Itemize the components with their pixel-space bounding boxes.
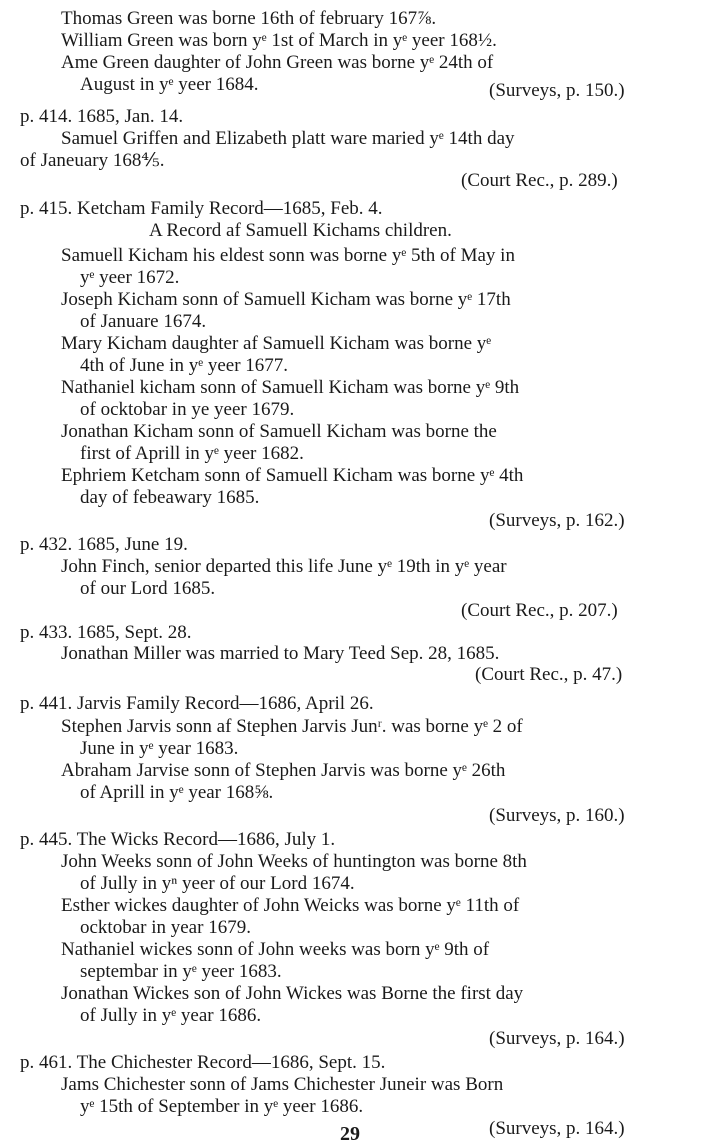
source-citation: (Surveys, p. 162.)	[489, 510, 625, 531]
text-line: Stephen Jarvis sonn af Stephen Jarvis Junʳ. was borne yᵉ 2 of	[61, 716, 523, 737]
source-citation: (Court Rec., p. 289.)	[461, 170, 618, 191]
text-line: Jams Chichester sonn of Jams Chichester Juneir was Born	[61, 1074, 504, 1095]
text-line: Abraham Jarvise sonn of Stephen Jarvis was borne yᵉ 26th	[61, 760, 506, 781]
text-line: Thomas Green was borne 16th of february 167⅞.	[61, 8, 437, 29]
page-number: 29	[340, 1123, 360, 1145]
text-line: Samuell Kicham his eldest sonn was borne yᵉ 5th of May in	[61, 245, 515, 266]
entry-heading: p. 432. 1685, June 19.	[20, 534, 188, 555]
text-line: William Green was born yᵉ 1st of March in yᵉ yeer 168½.	[61, 30, 497, 51]
entry-heading: p. 441. Jarvis Family Record—1686, April 26.	[20, 693, 374, 714]
text-line: August in yᵉ yeer 1684.	[80, 74, 259, 95]
source-citation: (Surveys, p. 164.)	[489, 1118, 625, 1139]
text-line: Jonathan Wickes son of John Wickes was Borne the first day	[61, 983, 524, 1004]
source-citation: (Surveys, p. 150.)	[489, 80, 625, 101]
text-line: John Finch, senior departed this life June yᵉ 19th in yᵉ year	[61, 556, 507, 577]
text-line: Mary Kicham daughter af Samuell Kicham was borne yᵉ	[61, 333, 492, 354]
text-line: Nathaniel kicham sonn of Samuell Kicham was borne yᵉ 9th	[61, 377, 520, 398]
source-citation: (Surveys, p. 164.)	[489, 1028, 625, 1049]
text-line: septembar in yᵉ yeer 1683.	[80, 961, 282, 982]
text-line: yᵉ yeer 1672.	[80, 267, 180, 288]
text-line: Jonathan Kicham sonn of Samuell Kicham was borne the	[61, 421, 497, 442]
text-line: Ephriem Ketcham sonn of Samuell Kicham was borne yᵉ 4th	[61, 465, 524, 486]
text-line: ocktobar in year 1679.	[80, 917, 251, 938]
text-line: of Jully in yᵉ year 1686.	[80, 1005, 262, 1026]
text-line: of ocktobar in ye yeer 1679.	[80, 399, 295, 420]
text-line: yᵉ 15th of September in yᵉ yeer 1686.	[80, 1096, 364, 1117]
text-line: day of febeawary 1685.	[80, 487, 260, 508]
text-line: Nathaniel wickes sonn of John weeks was born yᵉ 9th of	[61, 939, 490, 960]
entry-heading: p. 461. The Chichester Record—1686, Sept. 15.	[20, 1052, 386, 1073]
entry-heading: p. 433. 1685, Sept. 28.	[20, 622, 192, 643]
source-citation: (Court Rec., p. 207.)	[461, 600, 618, 621]
text-line: John Weeks sonn of John Weeks of huntington was borne 8th	[61, 851, 527, 872]
text-line: June in yᵉ year 1683.	[80, 738, 239, 759]
text-line: Joseph Kicham sonn of Samuell Kicham was borne yᵉ 17th	[61, 289, 511, 310]
record-subtitle: A Record af Samuell Kichams children.	[149, 220, 452, 241]
source-citation: (Court Rec., p. 47.)	[475, 664, 623, 685]
text-line: of our Lord 1685.	[80, 578, 216, 599]
text-line: first of Aprill in yᵉ yeer 1682.	[80, 443, 304, 464]
text-line: of Januare 1674.	[80, 311, 207, 332]
entry-heading: p. 414. 1685, Jan. 14.	[20, 106, 184, 127]
entry-heading: p. 415. Ketcham Family Record—1685, Feb. 4.	[20, 198, 383, 219]
entry-heading: p. 445. The Wicks Record—1686, July 1.	[20, 829, 336, 850]
text-line: Samuel Griffen and Elizabeth platt ware maried yᵉ 14th day	[61, 128, 515, 149]
text-line: Jonathan Miller was married to Mary Teed Sep. 28, 1685.	[61, 643, 500, 664]
text-line: of Janeuary 168⅘.	[20, 150, 165, 171]
source-citation: (Surveys, p. 160.)	[489, 805, 625, 826]
text-line: 4th of June in yᵉ yeer 1677.	[80, 355, 289, 376]
text-line: of Jully in yⁿ yeer of our Lord 1674.	[80, 873, 355, 894]
text-line: of Aprill in yᵉ year 168⅝.	[80, 782, 274, 803]
text-line: Esther wickes daughter of John Weicks was borne yᵉ 11th of	[61, 895, 520, 916]
text-line: Ame Green daughter of John Green was borne yᵉ 24th of	[61, 52, 494, 73]
